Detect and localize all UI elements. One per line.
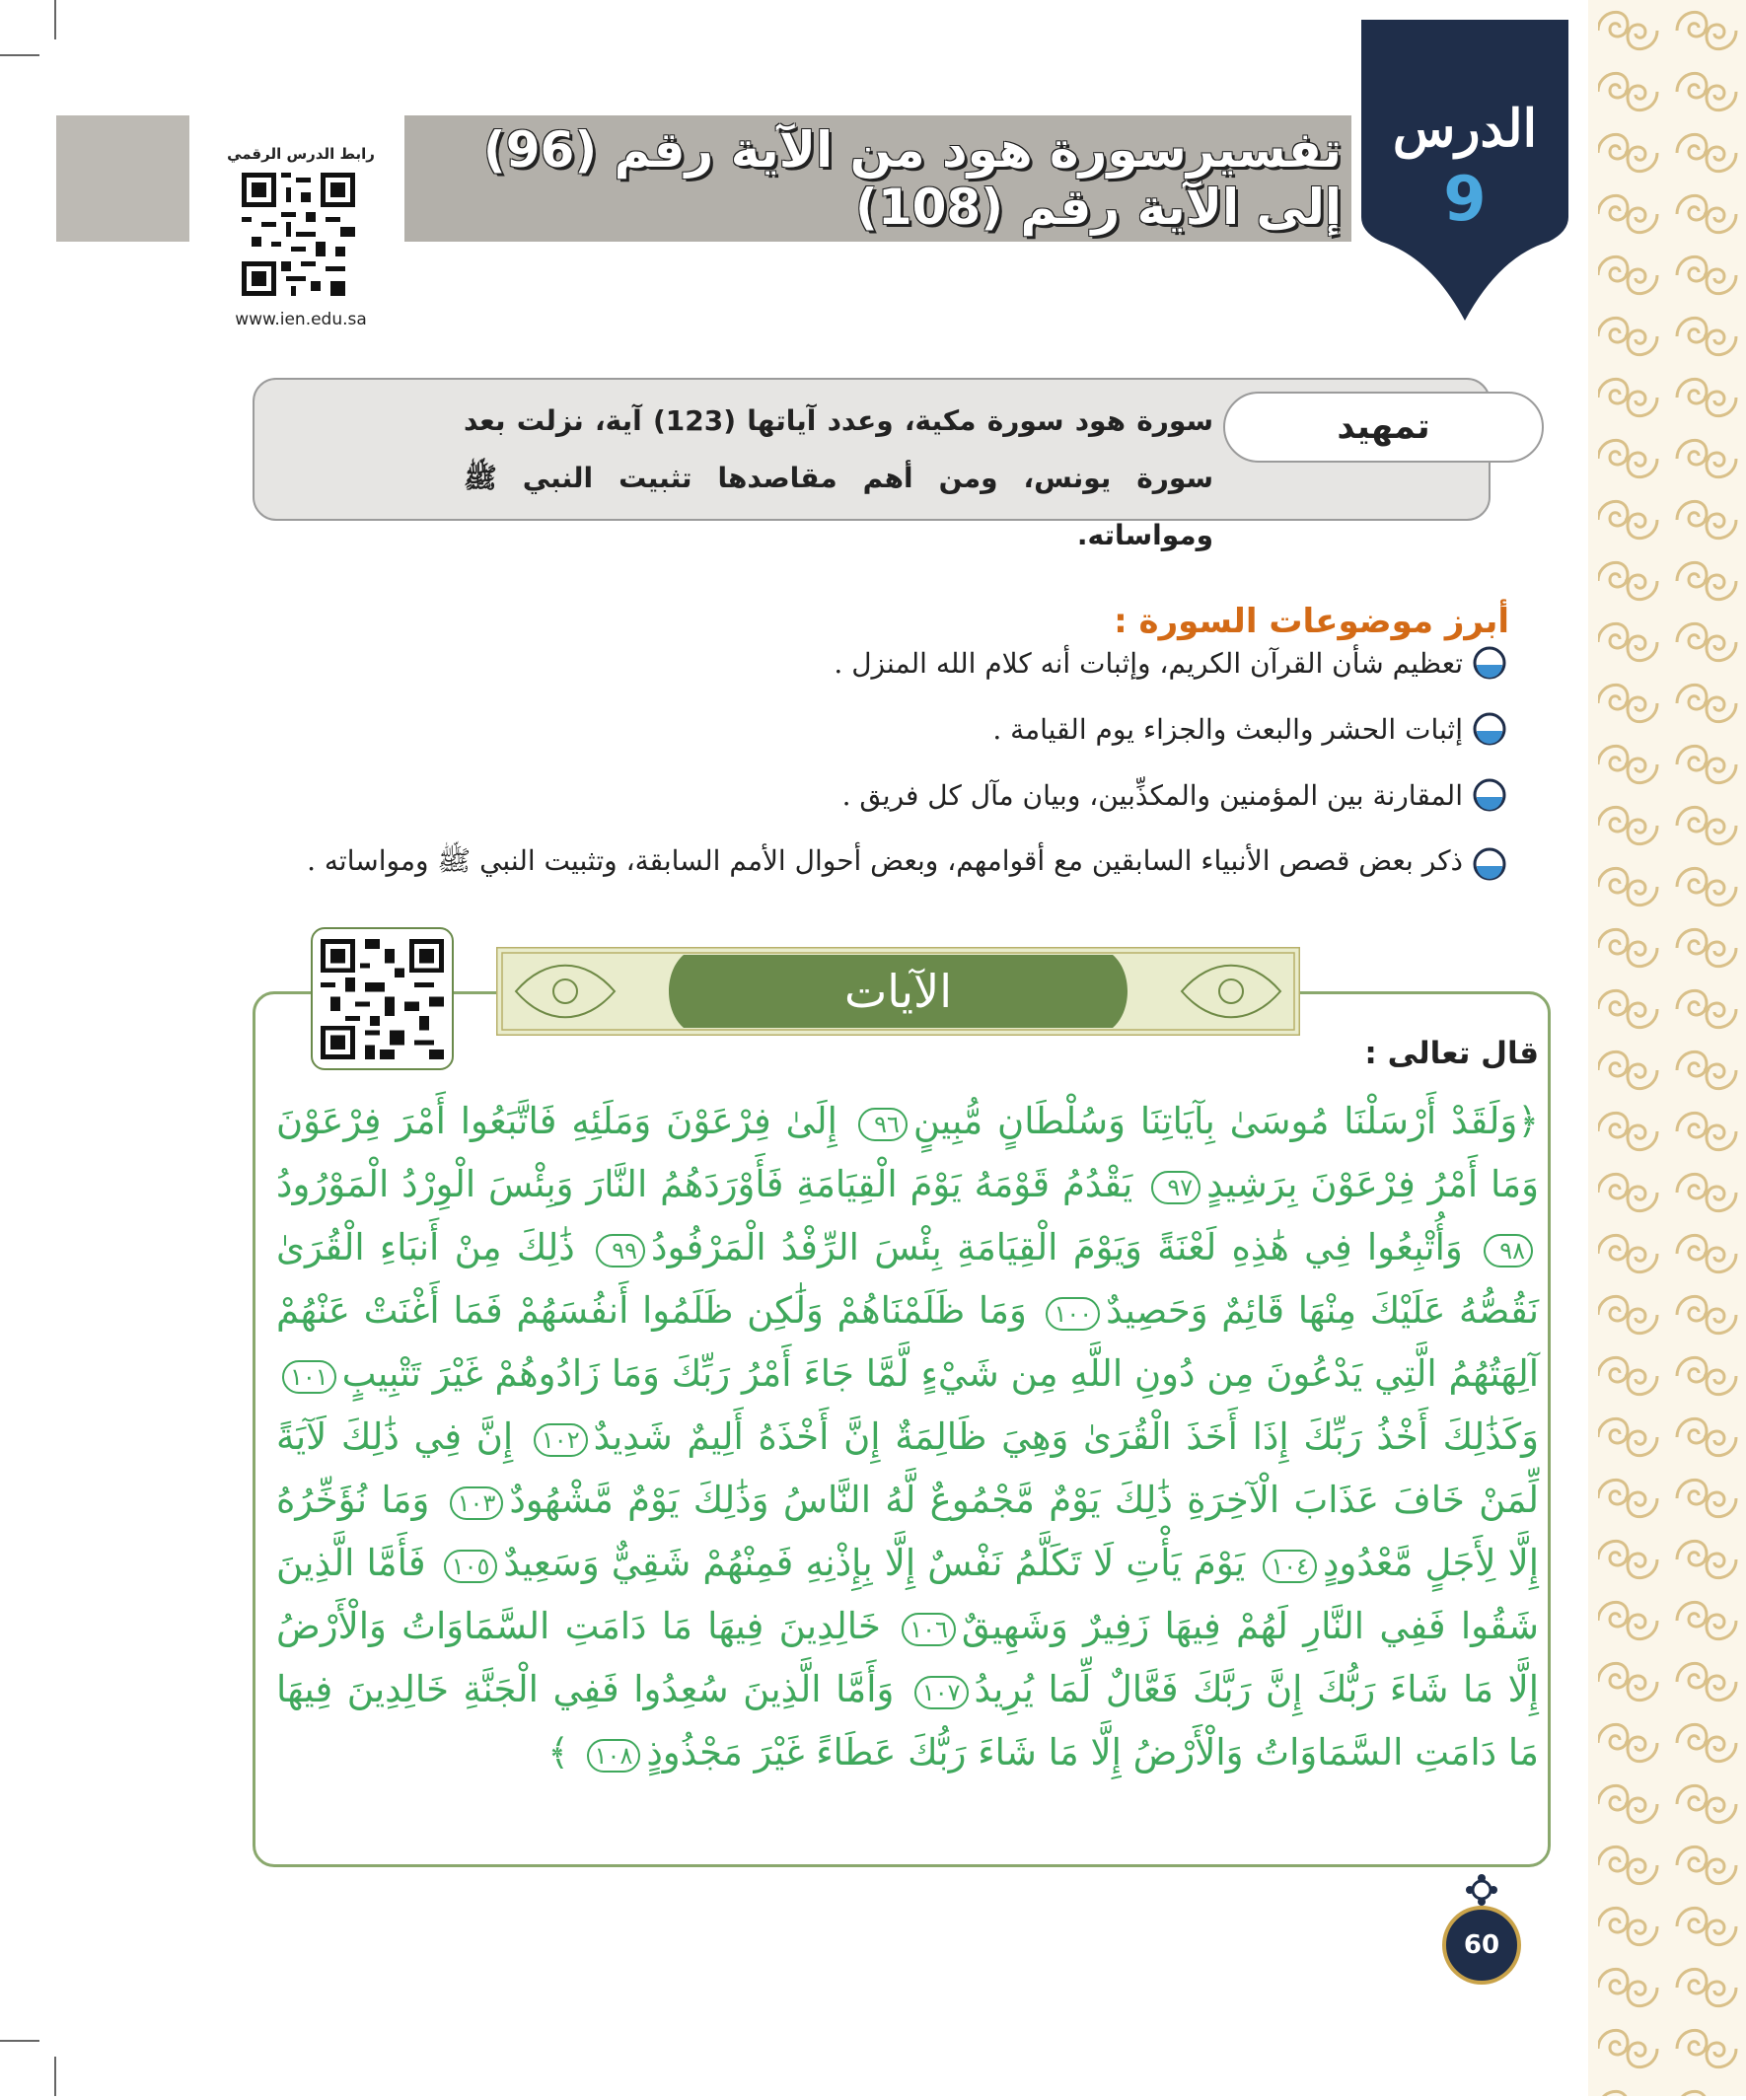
ayah-text: يَوْمَ يَأْتِ لَا تَكَلَّمُ نَفْسٌ إِلَّا بِإِذْنِهِ فَمِنْهُمْ شَقِيٌّ وَسَعِيدٌ bbox=[503, 1542, 1246, 1584]
qr-caption: رابط الدرس الرقمي bbox=[227, 145, 375, 163]
lesson-number: 9 bbox=[1443, 163, 1487, 235]
list-item bbox=[224, 778, 1506, 812]
ayah-number: ١٠٣ bbox=[450, 1486, 504, 1520]
crop-mark bbox=[54, 0, 56, 39]
ayah-text: يَقْدُمُ قَوْمَهُ يَوْمَ الْقِيَامَةِ فَأَوْرَدَهُمُ النَّارَ وَبِئْسَ الْوِرْدُ الْمَوْرُودُ bbox=[276, 1163, 1133, 1205]
bullet-icon bbox=[1473, 712, 1506, 746]
ayah-number: ٩٦ bbox=[858, 1108, 908, 1141]
ayah-number: ١٠٨ bbox=[587, 1739, 641, 1773]
verses-banner-title: الآيات bbox=[843, 965, 953, 1018]
verses-qr-code[interactable] bbox=[321, 939, 444, 1059]
verses-intro-label: قال تعالى : bbox=[1364, 1036, 1539, 1071]
ayah-text: وَلَقَدْ أَرْسَلْنَا مُوسَىٰ بِآيَاتِنَا وَسُلْطَانٍ مُّبِينٍ bbox=[912, 1100, 1518, 1142]
header-accent-block bbox=[56, 115, 189, 242]
ayah-text: وَأُتْبِعُوا فِي هَٰذِهِ لَعْنَةً وَيَوْمَ الْقِيَامَةِ بِئْسَ الرِّفْدُ الْمَرْفُودُ bbox=[651, 1226, 1463, 1268]
ayah-text: إِلَىٰ فِرْعَوْنَ وَمَلَئِهِ فَاتَّبَعُوا أَمْرَ فِرْعَوْنَ وَمَا أَمْرُ فِرْعَوْنَ بِرَشِيدٍ bbox=[276, 1100, 1539, 1205]
ayat-list bbox=[276, 1100, 1539, 1774]
bullet-icon bbox=[1473, 847, 1506, 881]
lesson-qr-code[interactable] bbox=[242, 173, 355, 296]
page-number: 60 bbox=[1442, 1906, 1521, 1985]
site-url[interactable]: www.ien.edu.sa bbox=[235, 310, 367, 329]
ayah-number: ١٠٦ bbox=[902, 1613, 956, 1646]
ayah-number: ١٠٥ bbox=[444, 1550, 498, 1583]
list-item bbox=[224, 646, 1506, 680]
crop-mark bbox=[54, 2057, 56, 2096]
ayah-text: ذَٰلِكَ مِنْ أَنبَاءِ الْقُرَىٰ نَقُصُّهُ عَلَيْكَ مِنْهَا قَائِمٌ وَحَصِيدٌ bbox=[276, 1226, 1539, 1332]
ayah-number: ١٠٧ bbox=[914, 1676, 969, 1709]
topics-heading: أبرز موضوعات السورة : bbox=[1114, 602, 1509, 641]
topic-text: المقارنة بين المؤمنين والمكذِّبين، وبيان مآل كل فريق . bbox=[841, 778, 1463, 812]
ayah-text: وَمَا ظَلَمْنَاهُمْ وَلَٰكِن ظَلَمُوا أَنفُسَهُمْ فَمَا أَغْنَتْ عَنْهُمْ آلِهَتُهُمُ الَّتِي يَدْعُونَ مِن دُونِ اللَّهِ مِن شَيْءٍ لَّمَّا جَاءَ أَمْرُ رَبِّكَ وَمَا زَادُوهُمْ غَيْرَ تَتْبِيبٍ bbox=[276, 1289, 1539, 1395]
ayah-number: ٩٩ bbox=[596, 1234, 645, 1267]
bullet-icon bbox=[1473, 646, 1506, 680]
intro-text: سورة هود سورة مكية، وعدد آياتها (123) آية، نزلت بعد سورة يونس، ومن أهم مقاصدها تثبيت النبي ﷺ ومواساته. bbox=[464, 404, 1213, 551]
crop-mark bbox=[0, 54, 39, 56]
lesson-title: تفسيرسورة هود من الآية رقم (96) إلى الآية رقم (108) bbox=[482, 121, 1342, 236]
ayah-number: ٩٨ bbox=[1484, 1234, 1533, 1267]
bullet-icon bbox=[1473, 778, 1506, 812]
verse-bracket-close: ﴾ bbox=[547, 1731, 569, 1774]
ayah-number: ١٠٤ bbox=[1263, 1550, 1317, 1583]
lesson-label: الدرس bbox=[1392, 99, 1538, 159]
topic-text: إثبات الحشر والبعث والجزاء يوم القيامة . bbox=[992, 712, 1463, 746]
list-item bbox=[224, 712, 1506, 746]
ayah-number: ١٠٢ bbox=[534, 1423, 588, 1457]
ayah-number: ٩٧ bbox=[1151, 1171, 1200, 1204]
ayah-text: خَالِدِينَ فِيهَا مَا دَامَتِ السَّمَاوَاتُ وَالْأَرْضُ إِلَّا مَا شَاءَ رَبُّكَ إِنَّ رَبَّكَ فَعَّالٌ لِّمَا يُرِيدُ bbox=[276, 1605, 1539, 1710]
ayah-text: وَكَذَٰلِكَ أَخْذُ رَبِّكَ إِذَا أَخَذَ الْقُرَىٰ وَهِيَ ظَالِمَةٌ إِنَّ أَخْذَهُ أَلِيمٌ شَدِيدٌ bbox=[593, 1415, 1539, 1458]
verse-bracket-open: ﴿ bbox=[1517, 1100, 1540, 1142]
ayah-number: ١٠٠ bbox=[1046, 1297, 1100, 1331]
quran-verses bbox=[276, 1090, 1539, 1784]
intro-tag: تمهيد bbox=[1223, 392, 1544, 463]
ayah-text: وَأَمَّا الَّذِينَ سُعِدُوا فَفِي الْجَنَّةِ خَالِدِينَ فِيهَا مَا دَامَتِ السَّمَاوَاتُ وَالْأَرْضُ إِلَّا مَا شَاءَ رَبُّكَ عَطَاءً غَيْرَ مَجْذُوذٍ bbox=[276, 1668, 1539, 1774]
ornamental-border bbox=[1588, 0, 1746, 2096]
ayah-text: فَأَمَّا الَّذِينَ شَقُوا فَفِي النَّارِ لَهُمْ فِيهَا زَفِيرٌ وَشَهِيقٌ bbox=[276, 1542, 1539, 1647]
list-item bbox=[224, 844, 1506, 884]
ayah-number: ١٠١ bbox=[282, 1360, 336, 1394]
ayah-text: وَمَا نُؤَخِّرُهُ إِلَّا لِأَجَلٍ مَّعْدُودٍ bbox=[276, 1479, 1540, 1584]
crop-mark bbox=[0, 2040, 39, 2042]
ayah-text: إِنَّ فِي ذَٰلِكَ لَآيَةً لِّمَنْ خَافَ عَذَابَ الْآخِرَةِ ذَٰلِكَ يَوْمٌ مَّجْمُوعٌ لَّهُ النَّاسُ وَذَٰلِكَ يَوْمٌ مَّشْهُودٌ bbox=[276, 1415, 1540, 1521]
topic-text: تعظيم شأن القرآن الكريم، وإثبات أنه كلام الله المنزل . bbox=[834, 646, 1463, 680]
page-ornament-icon bbox=[1462, 1870, 1501, 1910]
topic-text: ذكر بعض قصص الأنبياء السابقين مع أقوامهم، وبعض أحوال الأمم السابقة، وتثبيت النبي ﷺ ومواساته . bbox=[307, 844, 1463, 877]
